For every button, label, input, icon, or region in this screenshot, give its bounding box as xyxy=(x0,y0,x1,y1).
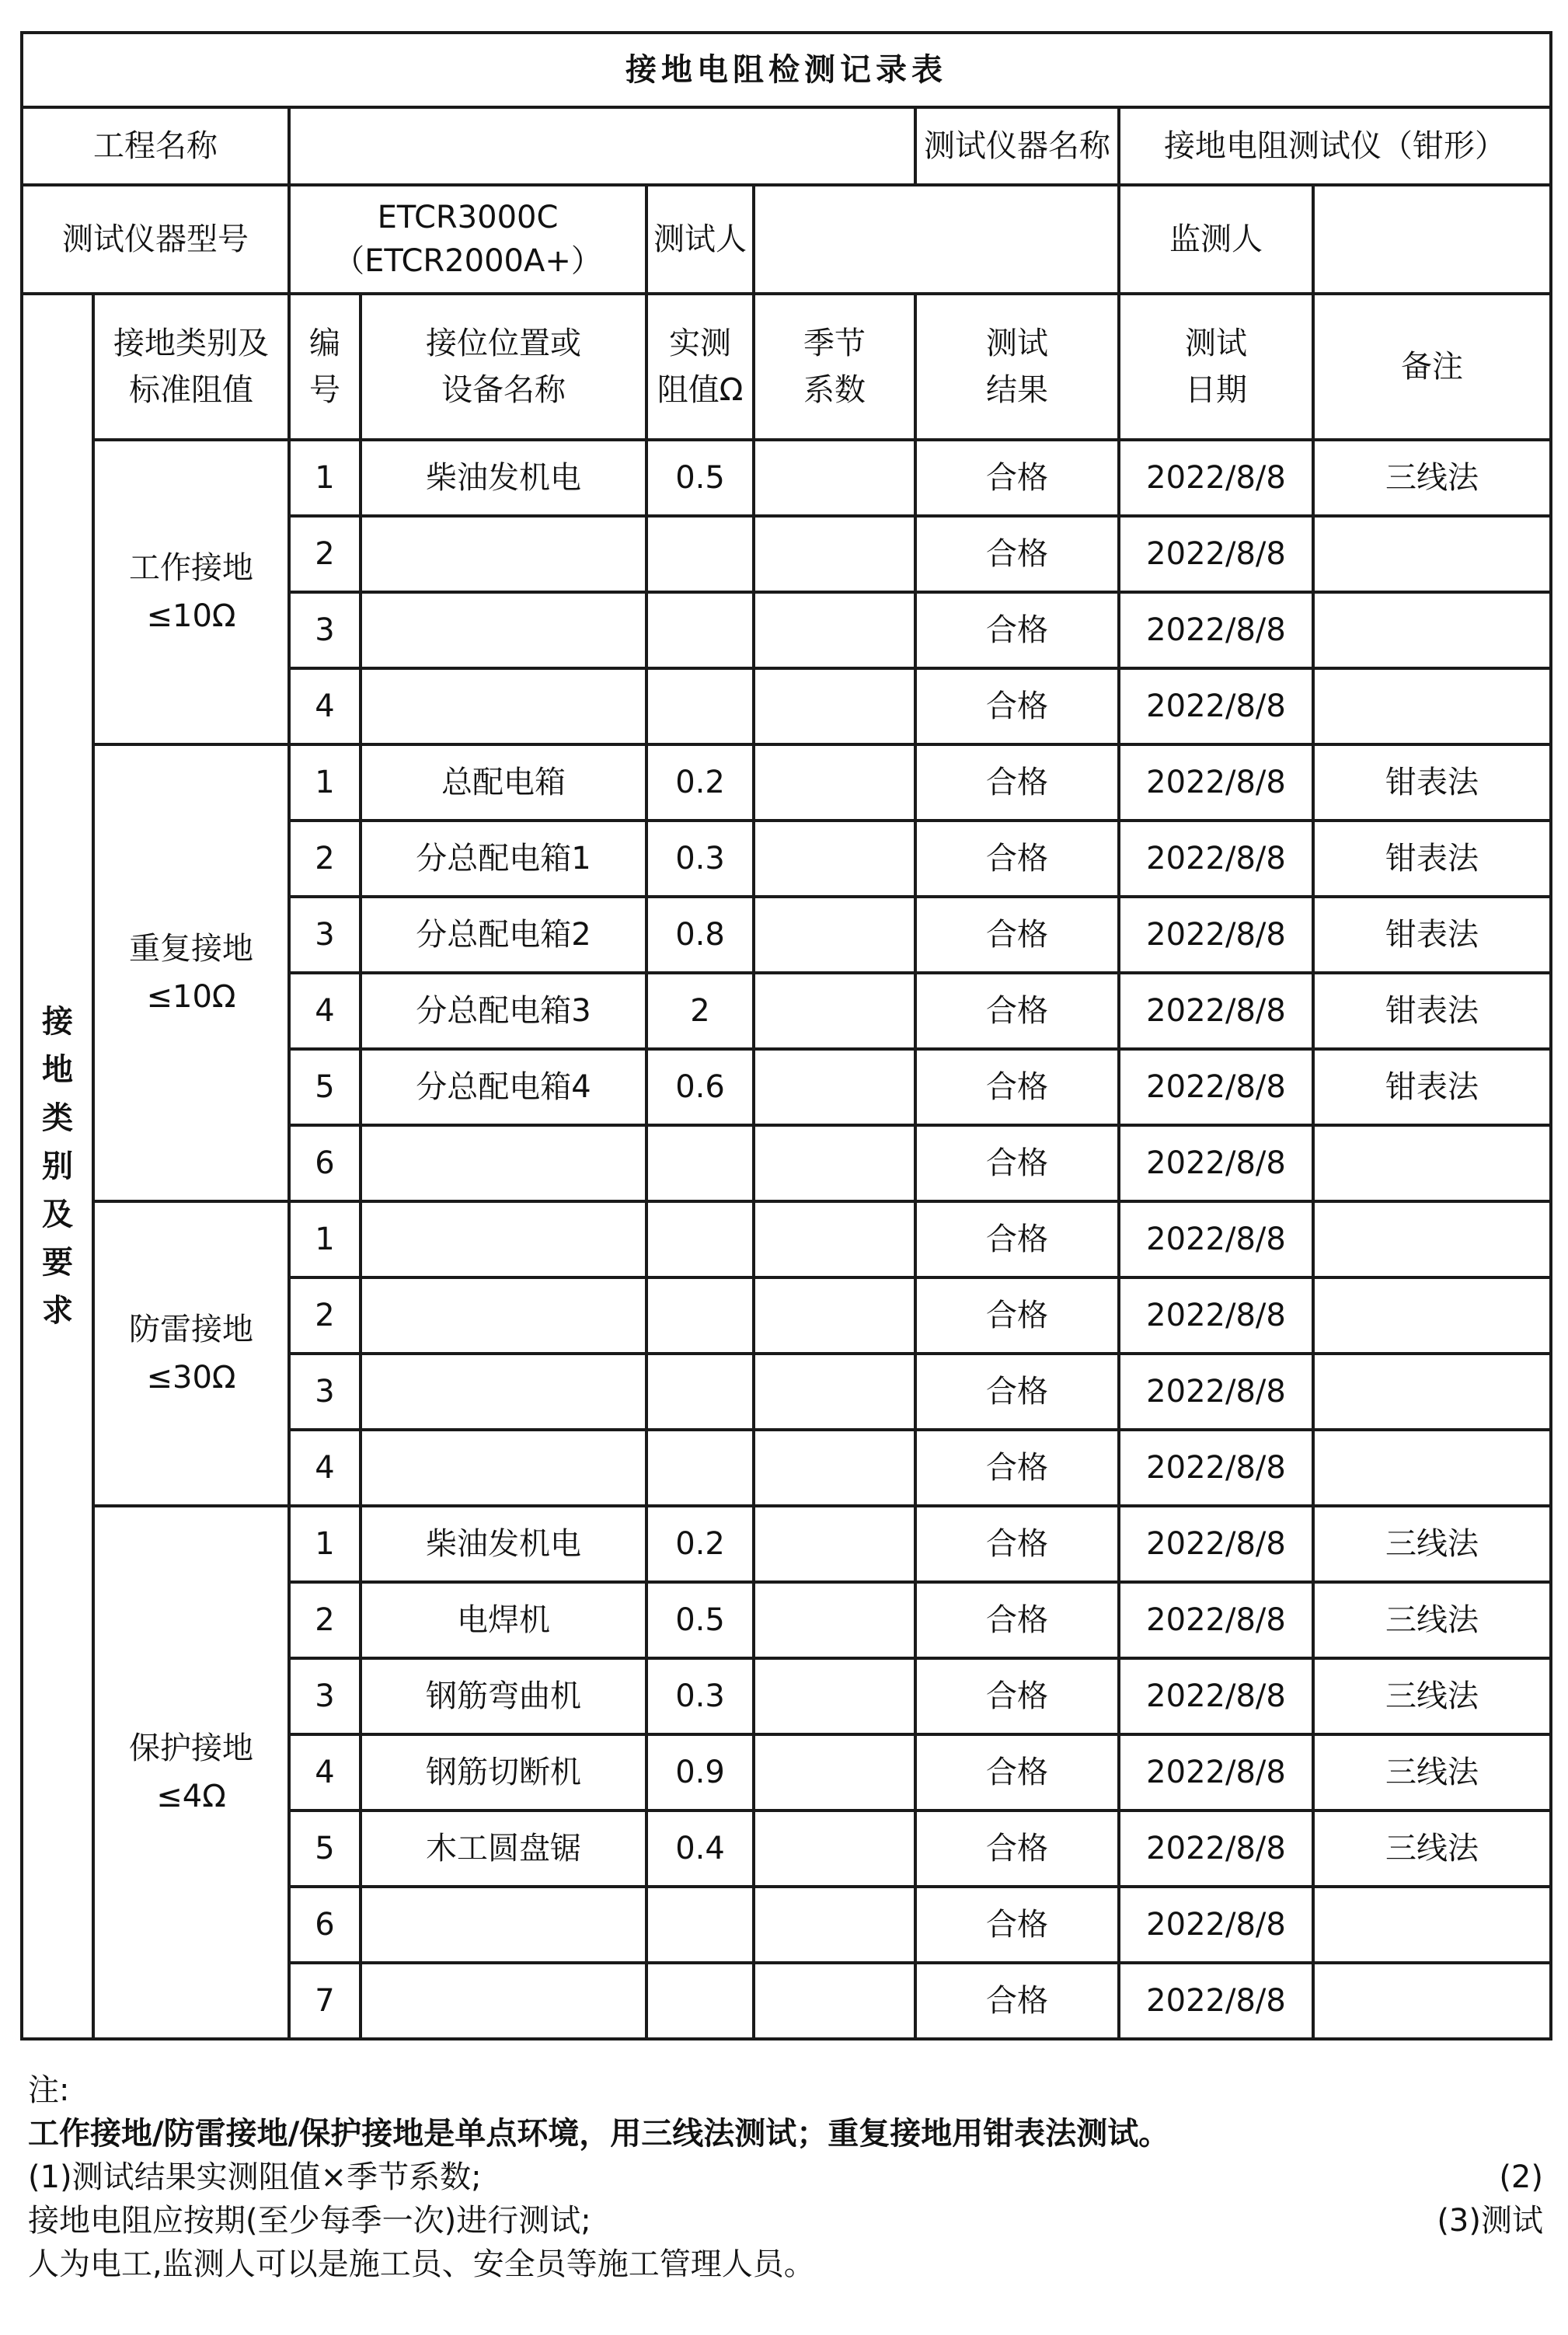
cell-season xyxy=(754,1963,915,2039)
tester-label: 测试人 xyxy=(646,185,754,294)
col-header-location xyxy=(361,294,646,440)
cell-season xyxy=(754,1430,915,1506)
instrument-model-label: 测试仪器型号 xyxy=(22,185,289,294)
cell-season xyxy=(754,1582,915,1658)
cell-result: 合格 xyxy=(915,592,1119,668)
cell-measured xyxy=(646,1354,754,1430)
cell-result: 合格 xyxy=(915,1810,1119,1887)
cell-remark: 三线法 xyxy=(1313,440,1551,516)
project-name-value[interactable] xyxy=(289,107,915,185)
cell-no: 2 xyxy=(289,1582,361,1658)
cell-no: 2 xyxy=(289,1277,361,1354)
cell-no: 2 xyxy=(289,516,361,592)
supervisor-value[interactable] xyxy=(1313,185,1551,294)
cell-date: 2022/8/8 xyxy=(1119,1277,1313,1354)
cell-season xyxy=(754,744,915,821)
cell-location: 柴油发机电 xyxy=(361,1506,646,1582)
cell-result: 合格 xyxy=(915,821,1119,897)
cell-result: 合格 xyxy=(915,1125,1119,1201)
cell-no: 6 xyxy=(289,1887,361,1963)
cell-result: 合格 xyxy=(915,744,1119,821)
cell-remark xyxy=(1313,592,1551,668)
cell-remark xyxy=(1313,668,1551,744)
col-header-season-line2: 系数 xyxy=(803,372,866,408)
cell-season xyxy=(754,973,915,1049)
cell-season xyxy=(754,1125,915,1201)
cell-date: 2022/8/8 xyxy=(1119,1506,1313,1582)
cell-result: 合格 xyxy=(915,1430,1119,1506)
cell-no: 1 xyxy=(289,440,361,516)
cell-location: 分总配电箱3 xyxy=(361,973,646,1049)
group-category-cell xyxy=(93,440,289,744)
group-name: 重复接地 xyxy=(129,931,253,967)
notes-line-1 xyxy=(28,2156,1543,2199)
cell-measured xyxy=(646,592,754,668)
instrument-name-label: 测试仪器名称 xyxy=(915,107,1119,185)
col-header-result-line1: 测试 xyxy=(986,326,1048,361)
cell-no: 3 xyxy=(289,1354,361,1430)
group-standard: ≤30Ω xyxy=(146,1360,236,1396)
cell-measured xyxy=(646,1430,754,1506)
cell-remark xyxy=(1313,1887,1551,1963)
side-label-char: 别 xyxy=(42,1148,73,1184)
cell-location xyxy=(361,668,646,744)
cell-season xyxy=(754,821,915,897)
cell-no: 4 xyxy=(289,1430,361,1506)
cell-location: 分总配电箱2 xyxy=(361,897,646,973)
cell-date: 2022/8/8 xyxy=(1119,668,1313,744)
cell-no: 1 xyxy=(289,1506,361,1582)
col-header-result xyxy=(915,294,1119,440)
cell-result: 合格 xyxy=(915,1582,1119,1658)
table-row xyxy=(22,1506,1551,1582)
col-header-date-line2: 日期 xyxy=(1185,372,1247,408)
cell-no: 4 xyxy=(289,973,361,1049)
cell-season xyxy=(754,1277,915,1354)
cell-no: 1 xyxy=(289,744,361,821)
table-row xyxy=(22,744,1551,821)
cell-date: 2022/8/8 xyxy=(1119,1354,1313,1430)
cell-date: 2022/8/8 xyxy=(1119,1049,1313,1125)
side-label-char: 地 xyxy=(42,1052,73,1088)
cell-season xyxy=(754,1658,915,1734)
cell-measured: 0.5 xyxy=(646,1582,754,1658)
cell-no: 3 xyxy=(289,897,361,973)
cell-measured: 0.2 xyxy=(646,1506,754,1582)
project-name-label: 工程名称 xyxy=(22,107,289,185)
side-label-char: 类 xyxy=(42,1100,73,1136)
notes-heading: 注: xyxy=(28,2072,70,2108)
page-title: 接地电阻检测记录表 xyxy=(22,33,1551,107)
cell-location xyxy=(361,1430,646,1506)
cell-no: 4 xyxy=(289,668,361,744)
cell-remark: 三线法 xyxy=(1313,1506,1551,1582)
group-standard: ≤10Ω xyxy=(146,979,236,1015)
col-header-measured-line2: 阻值Ω xyxy=(657,372,744,408)
cell-remark xyxy=(1313,1125,1551,1201)
cell-remark xyxy=(1313,1354,1551,1430)
cell-remark xyxy=(1313,1963,1551,2039)
cell-date: 2022/8/8 xyxy=(1119,1125,1313,1201)
group-name: 防雷接地 xyxy=(129,1312,253,1347)
cell-location xyxy=(361,1125,646,1201)
cell-no: 7 xyxy=(289,1963,361,2039)
cell-location xyxy=(361,592,646,668)
cell-result: 合格 xyxy=(915,668,1119,744)
cell-location: 柴油发机电 xyxy=(361,440,646,516)
cell-measured xyxy=(646,1277,754,1354)
cell-no: 1 xyxy=(289,1201,361,1277)
table-row xyxy=(22,1201,1551,1277)
cell-location xyxy=(361,1201,646,1277)
col-header-number-line1: 编 xyxy=(309,326,340,361)
group-category-cell xyxy=(93,1506,289,2039)
cell-date: 2022/8/8 xyxy=(1119,897,1313,973)
cell-measured xyxy=(646,1125,754,1201)
group-name: 工作接地 xyxy=(129,550,253,586)
cell-season xyxy=(754,1810,915,1887)
cell-result: 合格 xyxy=(915,1201,1119,1277)
group-category-cell xyxy=(93,1201,289,1506)
cell-result: 合格 xyxy=(915,1658,1119,1734)
cell-date: 2022/8/8 xyxy=(1119,1582,1313,1658)
group-category-cell xyxy=(93,744,289,1201)
cell-date: 2022/8/8 xyxy=(1119,973,1313,1049)
cell-date: 2022/8/8 xyxy=(1119,744,1313,821)
cell-location xyxy=(361,1354,646,1430)
cell-season xyxy=(754,1887,915,1963)
cell-measured: 0.2 xyxy=(646,744,754,821)
col-header-category-line2: 标准阻值 xyxy=(129,372,253,408)
cell-no: 3 xyxy=(289,592,361,668)
side-label-char: 求 xyxy=(42,1293,73,1329)
cell-remark xyxy=(1313,1277,1551,1354)
cell-no: 5 xyxy=(289,1810,361,1887)
col-header-category-line1: 接地类别及 xyxy=(113,326,269,361)
cell-no: 3 xyxy=(289,1658,361,1734)
cell-measured: 0.3 xyxy=(646,821,754,897)
side-label-grounding-requirements xyxy=(22,294,93,2039)
cell-location xyxy=(361,1887,646,1963)
notes-section xyxy=(28,2068,1543,2286)
tester-value[interactable] xyxy=(754,185,1119,294)
side-label-char: 要 xyxy=(42,1245,73,1281)
col-header-category xyxy=(93,294,289,440)
cell-remark: 三线法 xyxy=(1313,1582,1551,1658)
notes-line-3: 人为电工,监测人可以是施工员、安全员等施工管理人员。 xyxy=(28,2246,815,2282)
cell-measured xyxy=(646,1201,754,1277)
col-header-date-line1: 测试 xyxy=(1185,326,1247,361)
cell-result: 合格 xyxy=(915,440,1119,516)
cell-date: 2022/8/8 xyxy=(1119,592,1313,668)
cell-measured xyxy=(646,668,754,744)
group-standard: ≤10Ω xyxy=(146,598,236,634)
cell-result: 合格 xyxy=(915,1049,1119,1125)
cell-measured xyxy=(646,516,754,592)
cell-measured xyxy=(646,1963,754,2039)
cell-remark: 三线法 xyxy=(1313,1734,1551,1810)
col-header-number-line2: 号 xyxy=(309,372,340,408)
cell-location: 分总配电箱4 xyxy=(361,1049,646,1125)
table-row xyxy=(22,440,1551,516)
cell-date: 2022/8/8 xyxy=(1119,1658,1313,1734)
instrument-model-line1: ETCR3000C xyxy=(377,200,559,235)
cell-result: 合格 xyxy=(915,1963,1119,2039)
cell-location: 钢筋切断机 xyxy=(361,1734,646,1810)
cell-season xyxy=(754,668,915,744)
cell-result: 合格 xyxy=(915,516,1119,592)
cell-measured: 0.9 xyxy=(646,1734,754,1810)
cell-result: 合格 xyxy=(915,1887,1119,1963)
cell-measured: 0.6 xyxy=(646,1049,754,1125)
supervisor-label: 监测人 xyxy=(1119,185,1313,294)
cell-location xyxy=(361,1277,646,1354)
cell-date: 2022/8/8 xyxy=(1119,1963,1313,2039)
cell-date: 2022/8/8 xyxy=(1119,1734,1313,1810)
cell-remark: 钳表法 xyxy=(1313,744,1551,821)
cell-remark: 钳表法 xyxy=(1313,821,1551,897)
col-header-measured-line1: 实测 xyxy=(669,326,731,361)
cell-date: 2022/8/8 xyxy=(1119,440,1313,516)
cell-season xyxy=(754,516,915,592)
side-label-char: 接 xyxy=(42,1004,73,1040)
cell-remark: 三线法 xyxy=(1313,1810,1551,1887)
col-header-remark: 备注 xyxy=(1313,294,1551,440)
cell-no: 5 xyxy=(289,1049,361,1125)
cell-location xyxy=(361,516,646,592)
cell-remark: 钳表法 xyxy=(1313,897,1551,973)
cell-season xyxy=(754,897,915,973)
cell-season xyxy=(754,592,915,668)
cell-date: 2022/8/8 xyxy=(1119,1430,1313,1506)
cell-season xyxy=(754,1049,915,1125)
cell-remark xyxy=(1313,1430,1551,1506)
notes-line-2 xyxy=(28,2199,1543,2243)
cell-location: 电焊机 xyxy=(361,1582,646,1658)
cell-result: 合格 xyxy=(915,897,1119,973)
group-standard: ≤4Ω xyxy=(156,1779,226,1814)
cell-remark: 钳表法 xyxy=(1313,1049,1551,1125)
side-label-char: 及 xyxy=(42,1197,73,1232)
cell-measured: 0.4 xyxy=(646,1810,754,1887)
notes-line-2-left: 接地电阻应按期(至少每季一次)进行测试; xyxy=(28,2203,591,2239)
cell-result: 合格 xyxy=(915,1734,1119,1810)
cell-measured: 0.3 xyxy=(646,1658,754,1734)
cell-no: 6 xyxy=(289,1125,361,1201)
col-header-season-line1: 季节 xyxy=(803,326,866,361)
col-header-location-line1: 接位位置或 xyxy=(426,326,581,361)
cell-date: 2022/8/8 xyxy=(1119,1887,1313,1963)
col-header-measured xyxy=(646,294,754,440)
cell-season xyxy=(754,1201,915,1277)
cell-season xyxy=(754,1354,915,1430)
group-name: 保护接地 xyxy=(129,1730,253,1766)
cell-no: 4 xyxy=(289,1734,361,1810)
cell-location: 木工圆盘锯 xyxy=(361,1810,646,1887)
cell-measured: 2 xyxy=(646,973,754,1049)
notes-method-summary: 工作接地/防雷接地/保护接地是单点环境，用三线法测试；重复接地用钳表法测试。 xyxy=(28,2116,1170,2152)
cell-season xyxy=(754,1506,915,1582)
cell-remark: 三线法 xyxy=(1313,1658,1551,1734)
col-header-season xyxy=(754,294,915,440)
col-header-number xyxy=(289,294,361,440)
notes-line-1-left: (1)测试结果实测阻值×季节系数; xyxy=(28,2159,482,2195)
cell-measured xyxy=(646,1887,754,1963)
cell-date: 2022/8/8 xyxy=(1119,1201,1313,1277)
cell-location xyxy=(361,1963,646,2039)
notes-line-2-right: (3)测试 xyxy=(1437,2203,1543,2239)
cell-result: 合格 xyxy=(915,1506,1119,1582)
cell-location: 总配电箱 xyxy=(361,744,646,821)
col-header-date xyxy=(1119,294,1313,440)
cell-measured: 0.5 xyxy=(646,440,754,516)
cell-season xyxy=(754,440,915,516)
instrument-model-line2: （ETCR2000A+） xyxy=(333,243,602,279)
cell-remark xyxy=(1313,516,1551,592)
notes-line-1-right: (2) xyxy=(1499,2159,1543,2195)
cell-remark: 钳表法 xyxy=(1313,973,1551,1049)
cell-measured: 0.8 xyxy=(646,897,754,973)
cell-no: 2 xyxy=(289,821,361,897)
cell-date: 2022/8/8 xyxy=(1119,516,1313,592)
cell-date: 2022/8/8 xyxy=(1119,1810,1313,1887)
cell-date: 2022/8/8 xyxy=(1119,821,1313,897)
cell-remark xyxy=(1313,1201,1551,1277)
cell-result: 合格 xyxy=(915,973,1119,1049)
instrument-model-value xyxy=(289,185,646,294)
cell-result: 合格 xyxy=(915,1277,1119,1354)
cell-location: 分总配电箱1 xyxy=(361,821,646,897)
grounding-resistance-record-table xyxy=(20,31,1552,2041)
col-header-location-line2: 设备名称 xyxy=(441,372,566,408)
cell-location: 钢筋弯曲机 xyxy=(361,1658,646,1734)
col-header-result-line2: 结果 xyxy=(986,372,1048,408)
cell-season xyxy=(754,1734,915,1810)
cell-result: 合格 xyxy=(915,1354,1119,1430)
instrument-name-value: 接地电阻测试仪（钳形） xyxy=(1119,107,1551,185)
